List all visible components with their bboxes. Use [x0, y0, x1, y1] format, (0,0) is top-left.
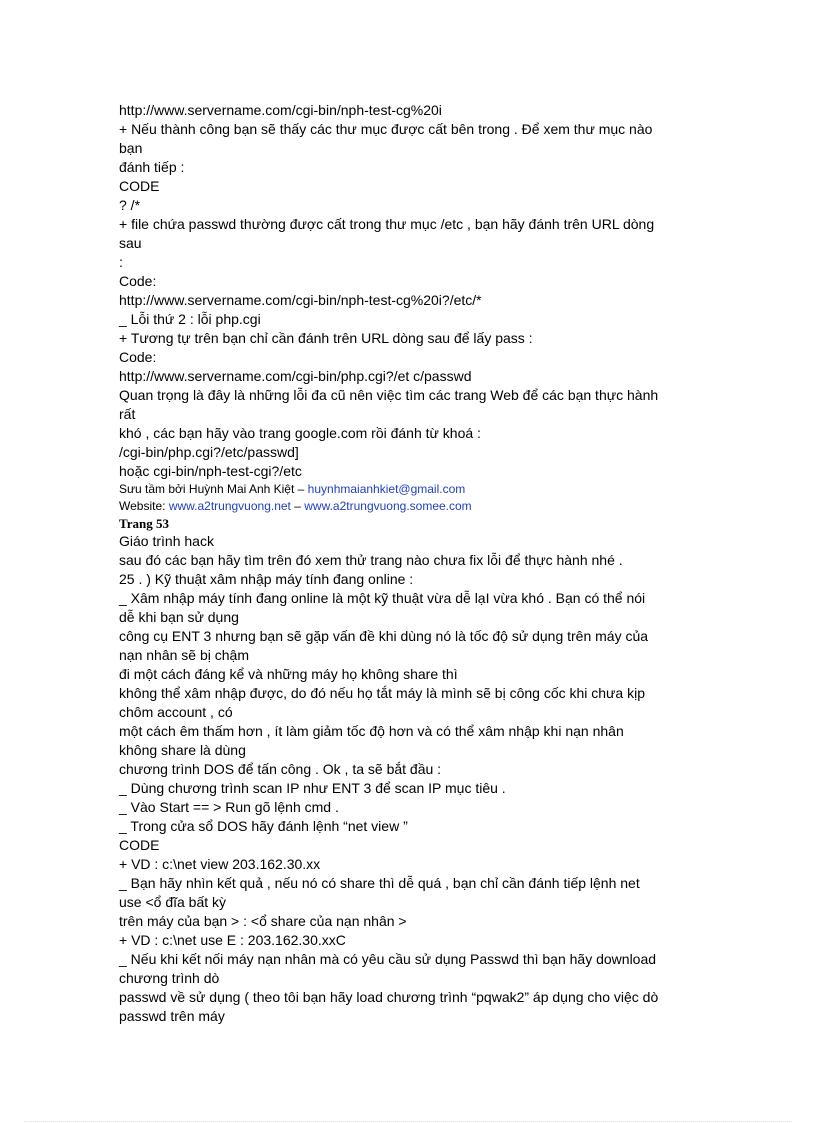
- text-line: Quan trọng là đây là những lỗi đa cũ nên việc tìm các trang Web để các bạn thực hành: [119, 387, 659, 403]
- page-number-label: Trang 53: [119, 516, 169, 531]
- text-line: bạn: [119, 140, 143, 156]
- text-line: + file chứa passwd thường được cất trong thư mục /etc , bạn hãy đánh trên URL dòng: [119, 216, 655, 232]
- text-line: passwd về sử dụng ( theo tôi bạn hãy load chương trình “pqwak2” áp dụng cho việc dò: [119, 989, 659, 1005]
- text-line: passwd trên máy: [119, 1008, 225, 1024]
- text-line: Giáo trình hack: [119, 533, 214, 549]
- text-line: không thể xâm nhập được, do đó nếu họ tắt máy là mình sẽ bị công cốc khi chưa kịp: [119, 685, 646, 701]
- text-line: _ Bạn hãy nhìn kết quả , nếu nó có share thì dễ quá , bạn chỉ cần đánh tiếp lệnh net: [119, 875, 640, 891]
- text-line: CODE: [119, 837, 160, 853]
- text-line: khó , các bạn hãy vào trang google.com rồi đánh từ khoá :: [119, 425, 481, 441]
- text-line: chương trình DOS để tấn công . Ok , ta sẽ bắt đầu :: [119, 761, 442, 777]
- text-line: trên máy của bạn > : <ổ share của nạn nhân >: [119, 913, 407, 929]
- website-link-somee[interactable]: www.a2trungvuong.somee.com: [304, 499, 472, 513]
- text-line: _ Lỗi thứ 2 : lỗi php.cgi: [119, 311, 261, 327]
- text-line: một cách êm thấm hơn , ít làm giảm tốc độ hơn và có thể xâm nhập khi nạn nhân: [119, 723, 624, 739]
- text-line: use <ổ đĩa bất kỳ: [119, 894, 227, 910]
- text-line: Code:: [119, 349, 157, 365]
- text-line: sau: [119, 235, 142, 251]
- text-line: + Nếu thành công bạn sẽ thấy các thư mục được cất bên trong . Để xem thư mục nào: [119, 121, 653, 137]
- text-line: không share là dùng: [119, 742, 246, 758]
- text-line: sau đó các bạn hãy tìm trên đó xem thử trang nào chưa fix lỗi để thực hành nhé .: [119, 552, 623, 568]
- website-link-net[interactable]: www.a2trungvuong.net: [168, 499, 291, 513]
- text-line: _ Dùng chương trình scan IP như ENT 3 để scan IP mục tiêu .: [119, 780, 506, 796]
- text-line: đánh tiếp :: [119, 159, 185, 175]
- text-line: :: [119, 254, 123, 270]
- text-line: http://www.servername.com/cgi-bin/nph-test-cg%20i?/etc/*: [119, 292, 482, 308]
- text-line: + VD : c:\net use E : 203.162.30.xxC: [119, 932, 346, 948]
- text-line: CODE: [119, 178, 160, 194]
- page-bottom-divider: [24, 1121, 792, 1122]
- text-line: dễ khi bạn sử dụng: [119, 609, 239, 625]
- text-line: rất: [119, 406, 136, 422]
- author-email-link[interactable]: huynhmaianhkiet@gmail.com: [307, 482, 466, 496]
- text-line: công cụ ENT 3 nhưng bạn sẽ gặp vấn đề khi dùng nó là tốc độ sử dụng trên máy của: [119, 628, 649, 644]
- text-line: đi một cách đáng kể và những máy họ không share thì: [119, 666, 458, 682]
- credit-author-text: Sưu tầm bởi Huỳnh Mai Anh Kiệt –: [119, 482, 308, 496]
- text-line: _ Xâm nhập máy tính đang online là một kỹ thuật vừa dễ lạI vừa khó . Bạn có thể nói: [119, 590, 646, 606]
- credit-website-line: [119, 498, 699, 515]
- text-line: nạn nhân sẽ bị chậm: [119, 647, 249, 663]
- text-line: 25 . ) Kỹ thuật xâm nhập máy tính đang online :: [119, 571, 414, 587]
- text-line: ? /*: [119, 197, 141, 213]
- text-line: _ Vào Start == > Run gõ lệnh cmd .: [119, 799, 339, 815]
- text-line: hoặc cgi-bin/nph-test-cgi?/etc: [119, 463, 302, 479]
- text-block-top: [119, 101, 699, 481]
- text-line: Code:: [119, 273, 157, 289]
- credit-author-line: [119, 481, 699, 498]
- text-line: _ Trong cửa sổ DOS hãy đánh lệnh “net view ”: [119, 818, 408, 834]
- text-line: chôm account , có: [119, 704, 233, 720]
- text-line: http://www.servername.com/cgi-bin/php.cgi?/et c/passwd: [119, 368, 472, 384]
- website-separator: –: [290, 499, 305, 513]
- text-line: + Tương tự trên bạn chỉ cần đánh trên URL dòng sau để lấy pass :: [119, 330, 533, 346]
- text-line: http://www.servername.com/cgi-bin/nph-test-cg%20i: [119, 102, 442, 118]
- text-line: chương trình dò: [119, 970, 220, 986]
- page-content: [119, 101, 699, 1026]
- text-line: + VD : c:\net view 203.162.30.xx: [119, 856, 321, 872]
- text-line: _ Nếu khi kết nối máy nạn nhân mà có yêu cầu sử dụng Passwd thì bạn hãy download: [119, 951, 657, 967]
- text-block-bottom: [119, 532, 699, 1026]
- website-label: Website:: [119, 499, 169, 513]
- text-line: /cgi-bin/php.cgi?/etc/passwd]: [119, 444, 299, 460]
